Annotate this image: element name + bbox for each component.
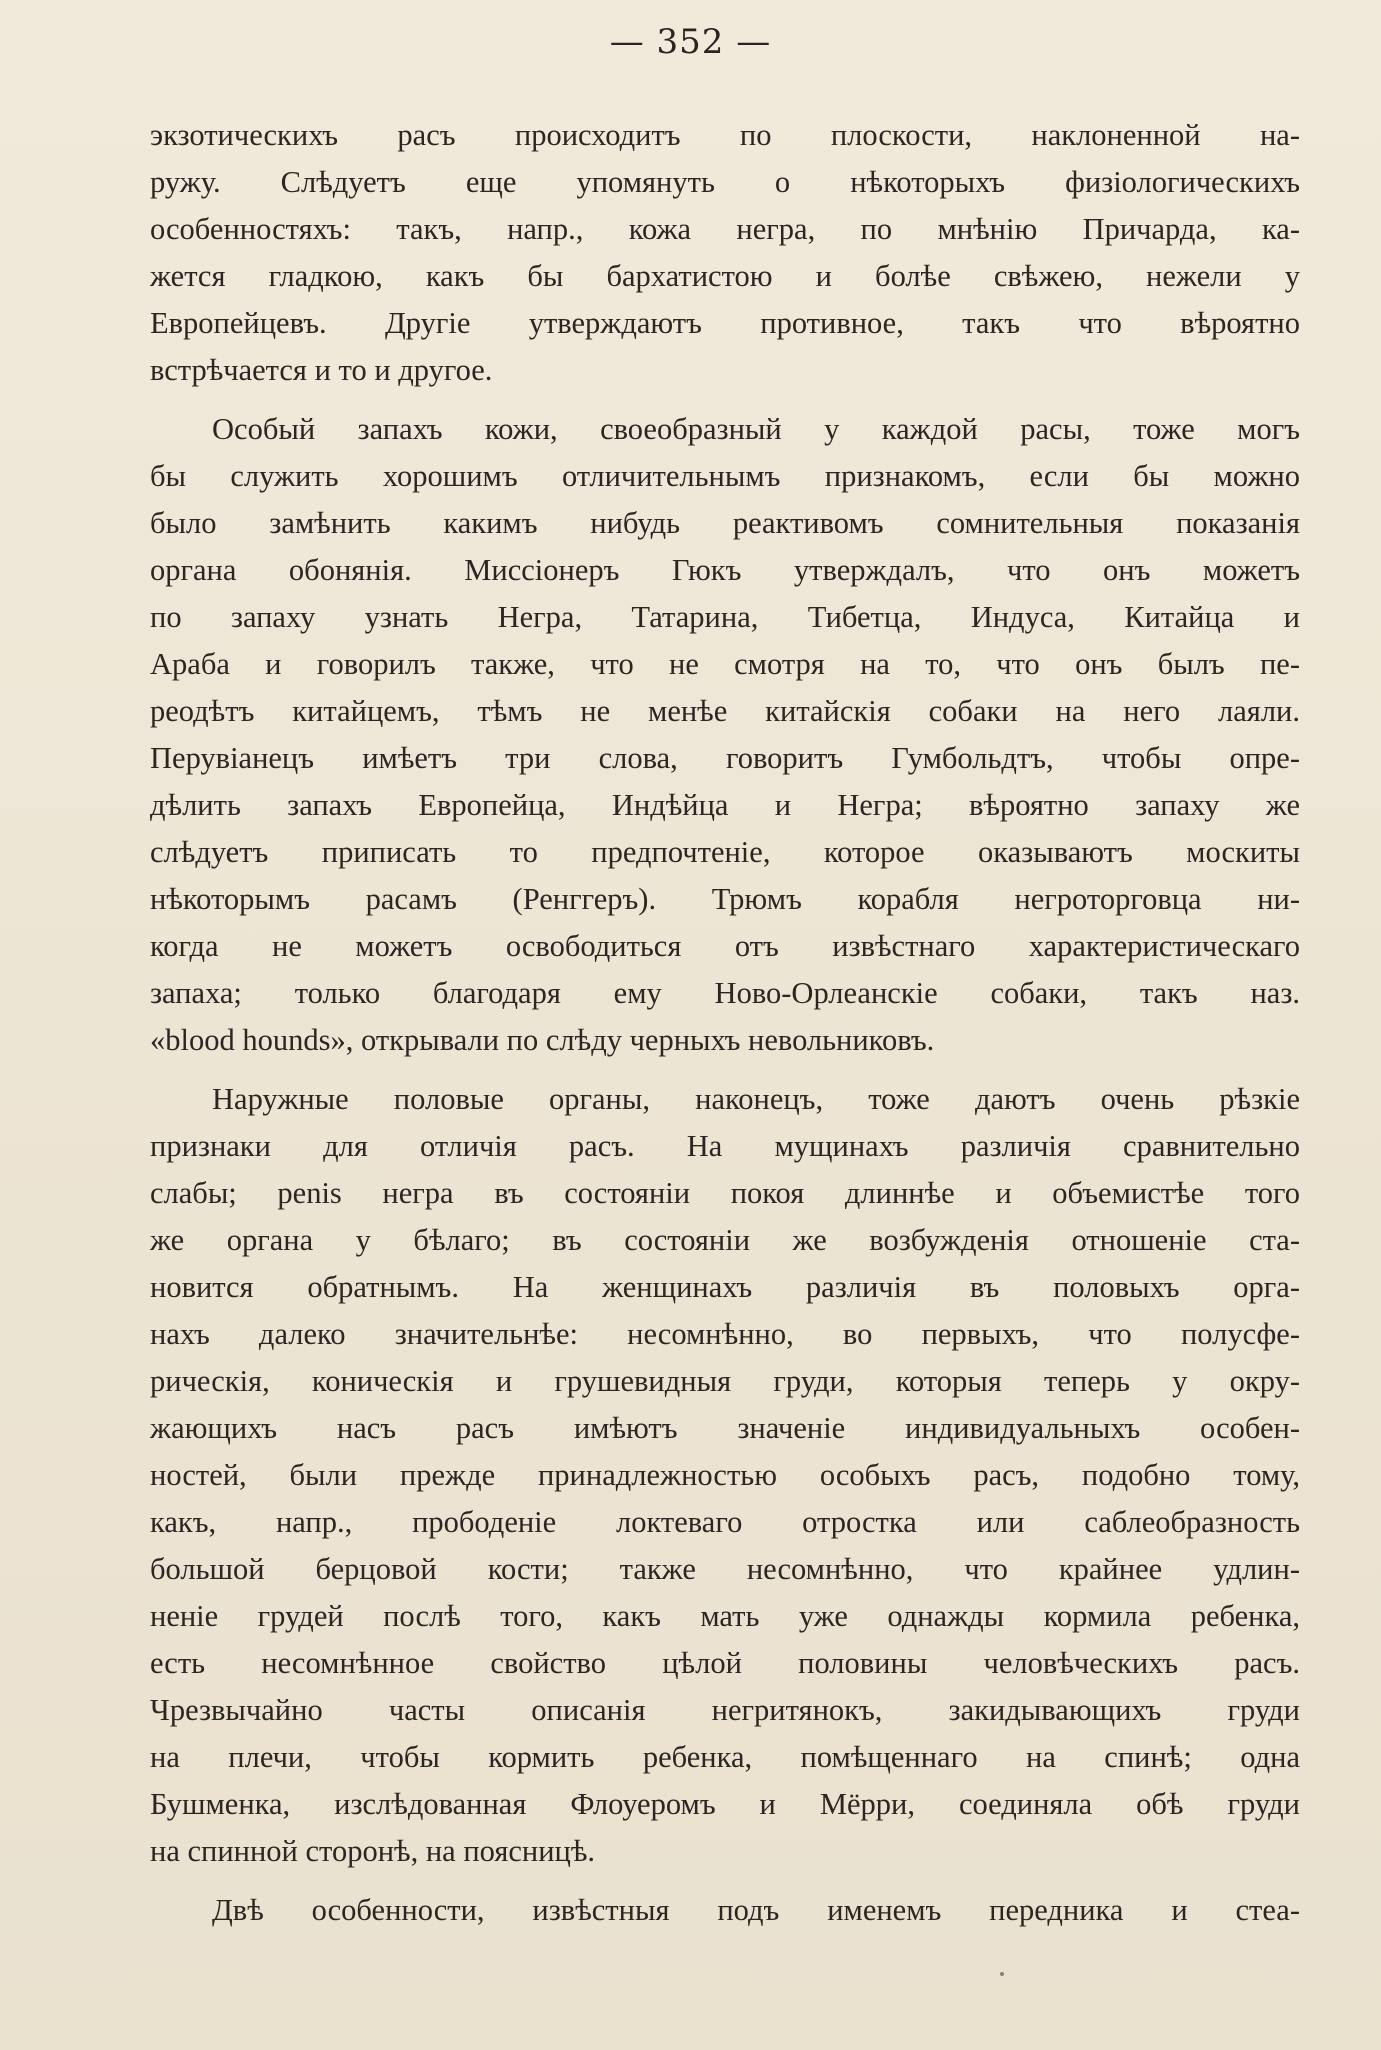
paragraph-1 <box>150 112 1300 394</box>
text-line: особенностяхъ: такъ, напр., кожа негра, по мнѣнію Причарда, ка- <box>150 212 1300 246</box>
text-line: новится обратнымъ. На женщинахъ различія въ половыхъ орга- <box>150 1270 1300 1304</box>
text-line: ностей, были прежде принадлежностью особыхъ расъ, подобно тому, <box>150 1458 1300 1492</box>
text-line: «blood hounds», открывали по слѣду черныхъ невольниковъ. <box>150 1023 935 1057</box>
text-line: органа обонянія. Миссіонеръ Гюкъ утверждалъ, что онъ можетъ <box>150 553 1300 587</box>
text-line: Араба и говорилъ также, что не смотря на то, что онъ былъ пе- <box>150 647 1300 681</box>
text-line: Наружные половые органы, наконецъ, тоже даютъ очень рѣзкіе <box>212 1082 1300 1116</box>
text-line: Бушменка, изслѣдованная Флоуеромъ и Мёрри, соединяла обѣ груди <box>150 1787 1300 1821</box>
text-line: рическія, коническія и грушевидныя груди, которыя теперь у окру- <box>150 1364 1300 1398</box>
text-line: Двѣ особенности, извѣстныя подъ именемъ передника и стеа- <box>212 1893 1300 1927</box>
text-line: большой берцовой кости; также несомнѣнно, что крайнее удлин- <box>150 1552 1300 1586</box>
text-line: ружу. Слѣдуетъ еще упомянуть о нѣкоторыхъ физіологическихъ <box>150 165 1300 199</box>
text-line: на спинной сторонѣ, на поясницѣ. <box>150 1834 596 1868</box>
page-number: — 352 — <box>609 22 772 62</box>
paragraph-2 <box>150 406 1300 1064</box>
text-line: Чрезвычайно часты описанія негритянокъ, закидывающихъ груди <box>150 1693 1300 1727</box>
text-line: признаки для отличія расъ. На мущинахъ различія сравнительно <box>150 1129 1300 1163</box>
text-line: запаха; только благодаря ему Ново-Орлеанскіе собаки, такъ наз. <box>150 976 1300 1010</box>
text-line: было замѣнить какимъ нибудь реактивомъ сомнительныя показанія <box>150 506 1300 540</box>
text-line: экзотическихъ расъ происходитъ по плоскости, наклоненной на- <box>150 118 1300 152</box>
text-line: реодѣтъ китайцемъ, тѣмъ не менѣе китайскія собаки на него лаяли. <box>150 694 1300 728</box>
text-line: бы служить хорошимъ отличительнымъ признакомъ, если бы можно <box>150 459 1300 493</box>
text-line: Перувіанецъ имѣетъ три слова, говоритъ Гумбольдтъ, чтобы опре- <box>150 741 1300 775</box>
text-line: нѣкоторымъ расамъ (Ренггеръ). Трюмъ корабля негроторговца ни- <box>150 882 1300 916</box>
text-line: встрѣчается и то и другое. <box>150 353 493 387</box>
text-line: слабы; penis негра въ состояніи покоя длиннѣе и объемистѣе того <box>150 1176 1300 1210</box>
text-line: Европейцевъ. Другіе утверждаютъ противное, такъ что вѣроятно <box>150 306 1300 340</box>
text-line: на плечи, чтобы кормить ребенка, помѣщеннаго на спинѣ; одна <box>150 1740 1300 1774</box>
text-line: жется гладкою, какъ бы бархатистою и болѣе свѣжею, нежели у <box>150 259 1300 293</box>
text-line: какъ, напр., прободеніе локтеваго отростка или саблеобразность <box>150 1505 1300 1539</box>
paragraph-4 <box>150 1887 1300 1934</box>
text-line: нахъ далеко значительнѣе: несомнѣнно, во первыхъ, что полусфе- <box>150 1317 1300 1351</box>
text-line: неніе грудей послѣ того, какъ мать уже однажды кормила ребенка, <box>150 1599 1300 1633</box>
text-line: слѣдуетъ приписать то предпочтеніе, которое оказываютъ москиты <box>150 835 1300 869</box>
text-line: дѣлить запахъ Европейца, Индѣйца и Негра; вѣроятно запаху же <box>150 788 1300 822</box>
ink-speck <box>1000 1972 1004 1976</box>
text-line: же органа у бѣлаго; въ состояніи же возбужденія отношеніе ста- <box>150 1223 1300 1257</box>
text-line: жающихъ насъ расъ имѣютъ значеніе индивидуальныхъ особен- <box>150 1411 1300 1445</box>
text-line: когда не можетъ освободиться отъ извѣстнаго характеристическаго <box>150 929 1300 963</box>
text-line: Особый запахъ кожи, своеобразный у каждой расы, тоже могъ <box>212 412 1300 446</box>
text-line: по запаху узнать Негра, Татарина, Тибетца, Индуса, Китайца и <box>150 600 1300 634</box>
paragraph-3 <box>150 1076 1300 1875</box>
body-text <box>150 112 1300 1934</box>
text-line: есть несомнѣнное свойство цѣлой половины человѣческихъ расъ. <box>150 1646 1300 1680</box>
